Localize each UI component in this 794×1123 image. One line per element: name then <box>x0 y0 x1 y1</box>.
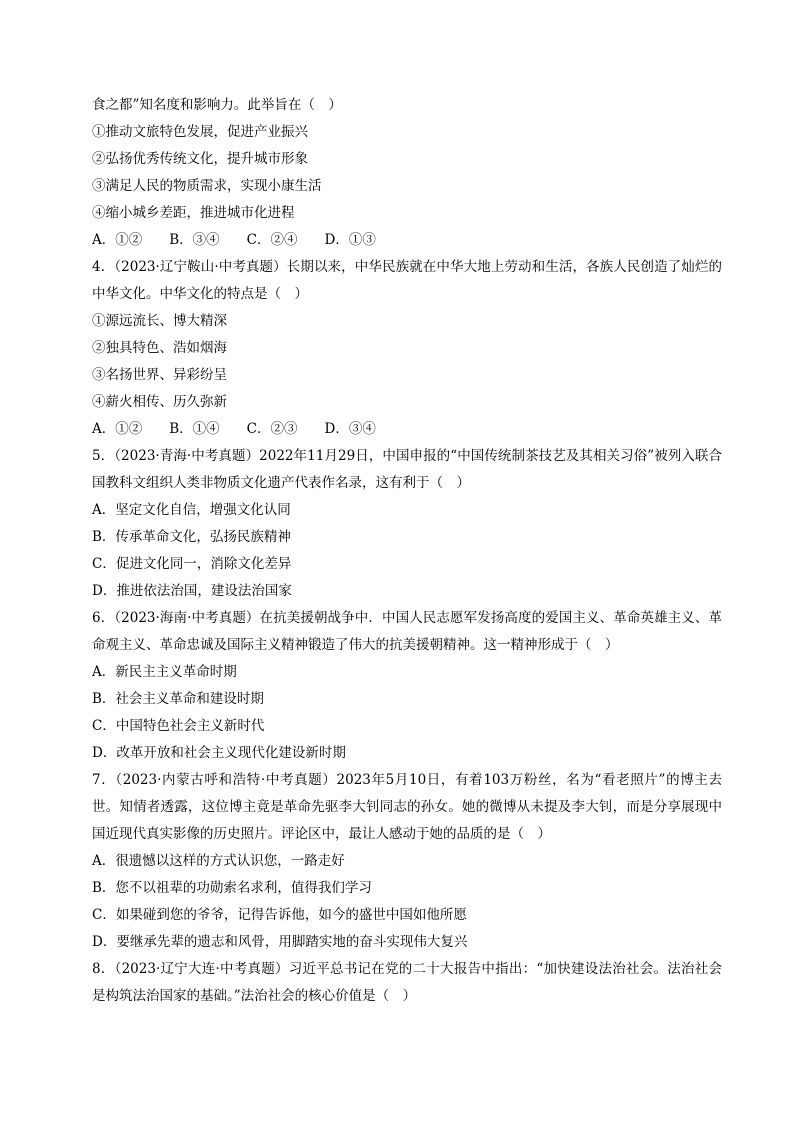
question-6-option-d: D．改革开放和社会主义现代化建设新时期 <box>92 745 346 761</box>
question-5-option-b: B．传承革命文化，弘扬民族精神 <box>92 529 291 545</box>
question-5-option-d: D．推进依法治国，建设法治国家 <box>92 583 292 599</box>
question-4-item-1: ①源远流长、博大精深 <box>92 313 227 329</box>
question-7 <box>92 767 722 956</box>
question-7-option-c: C．如果碰到您的爷爷，记得告诉他，如今的盛世中国如他所愿 <box>92 907 467 923</box>
question-3-item-3: ③满足人民的物质需求，实现小康生活 <box>92 178 322 194</box>
question-6-option-c: C．中国特色社会主义新时代 <box>92 718 265 734</box>
question-4-item-4: ④薪火相传、历久弥新 <box>92 394 227 410</box>
question-5-option-c: C．促进文化同一，消除文化差异 <box>92 556 292 572</box>
question-3-item-4: ④缩小城乡差距，推进城市化进程 <box>92 205 295 221</box>
question-3-item-2: ②弘扬优秀传统文化，提升城市形象 <box>92 151 308 167</box>
question-7-stem: 7．（2023·内蒙古呼和浩特·中考真题）2023年5月10日，有着103万粉丝，名为“看老照片”的博主去世。知情者透露，这位博主竟是革命先驱李大钊同志的孙女。她的微博从未提及李大钊，而是分享展现中国近现代真实影像的历史照片。评论区中，最让人感动于她的品质的是（ ） <box>92 772 722 842</box>
question-7-option-d: D．要继承先辈的遗志和风骨，用脚踏实地的奋斗实现伟大复兴 <box>92 934 468 950</box>
question-5-option-a: A．坚定文化自信，增强文化认同 <box>92 502 291 518</box>
question-list <box>92 92 722 1010</box>
question-6-option-a: A．新民主主义革命时期 <box>92 664 237 680</box>
question-4-options: A．①② B．①④ C．②③ D．③④ <box>92 421 376 437</box>
question-6-stem: 6．（2023·海南·中考真题）在抗美援朝战争中．中国人民志愿军发扬高度的爱国主义、革命英雄主义、革命观主义、革命忠诚及国际主义精神锻造了伟大的抗美援朝精神。这一精神形成于（ ） <box>92 610 722 653</box>
question-3-item-1: ①推动文旅特色发展，促进产业振兴 <box>92 124 308 140</box>
question-7-option-b: B．您不以祖辈的功勋索名求利，值得我们学习 <box>92 880 372 896</box>
question-5 <box>92 443 722 605</box>
question-5-stem: 5．（2023·青海·中考真题）2022年11月29日，中国申报的“中国传统制茶技艺及其相关习俗”被列入联合国教科文组织人类非物质文化遗产代表作名录，这有利于（ ） <box>92 448 722 491</box>
question-8-stem: 8．（2023·辽宁大连·中考真题）习近平总书记在党的二十大报告中指出：“加快建设法治社会。法治社会是构筑法治国家的基础。”法治社会的核心价值是（ ） <box>92 961 722 1004</box>
question-4-item-3: ③名扬世界、异彩纷呈 <box>92 367 227 383</box>
question-6-option-b: B．社会主义革命和建设时期 <box>92 691 264 707</box>
question-4-item-2: ②独具特色、浩如烟海 <box>92 340 227 356</box>
question-4-stem: 4．（2023·辽宁鞍山·中考真题）长期以来，中华民族就在中华大地上劳动和生活，各族人民创造了灿烂的中华文化。中华文化的特点是（ ） <box>92 259 722 302</box>
question-8 <box>92 956 722 1010</box>
question-7-option-a: A．很遗憾以这样的方式认识您，一路走好 <box>92 853 345 869</box>
question-4 <box>92 254 722 443</box>
question-3-options: A．①② B．③④ C．②④ D．①③ <box>92 232 376 248</box>
question-6 <box>92 605 722 767</box>
question-3-tail <box>92 92 722 254</box>
question-3-stem: 食之都”知名度和影响力。此举旨在（ ） <box>92 97 342 113</box>
